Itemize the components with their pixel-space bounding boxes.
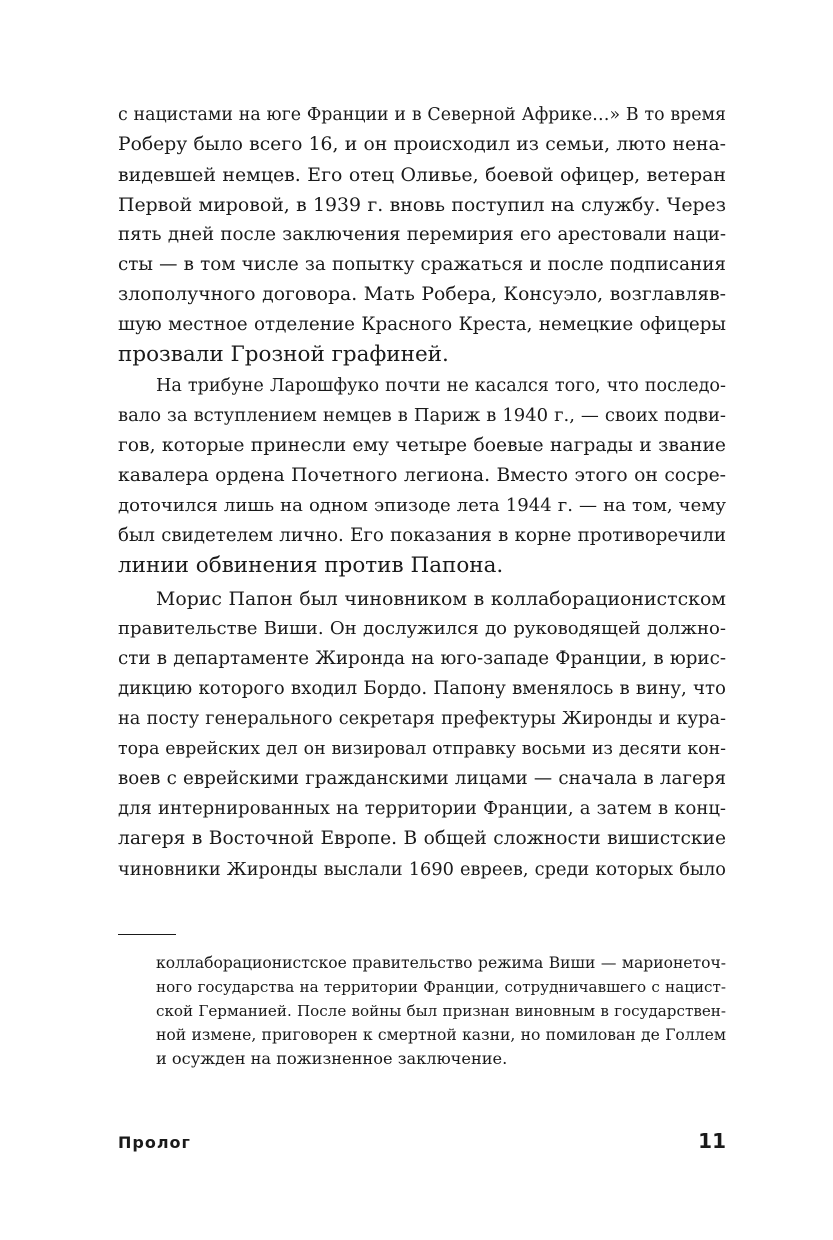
body-line: дикцию которого входил Бордо. Папону вменялось в вину, что xyxy=(118,678,726,699)
footnote-line: ской Германией. После войны был признан виновным в государствен- xyxy=(156,1002,726,1020)
body-line: видевшей немцев. Его отец Оливье, боевой офицер, ветеран xyxy=(118,164,726,186)
body-line: чиновники Жиронды выслали 1690 евреев, среди которых было xyxy=(118,860,726,880)
body-line: для интернированных на территории Франции, а затем в конц- xyxy=(118,798,726,819)
footnote-line: ной измене, приговорен к смертной казни, но помилован де Голлем xyxy=(156,1026,726,1044)
body-line: сти в департаменте Жиронда на юго-западе Франции, в юрис- xyxy=(118,648,726,669)
body-line: шую местное отделение Красного Креста, немецкие офицеры xyxy=(118,314,726,335)
body-line: злополучного договора. Мать Робера, Консуэло, возглавляв- xyxy=(118,284,726,305)
body-line: воев с еврейскими гражданскими лицами — сначала в лагеря xyxy=(118,768,726,789)
body-line: Первой мировой, в 1939 г. вновь поступил на службу. Через xyxy=(118,194,726,216)
footnote-line: ного государства на территории Франции, сотрудничавшего с нацист- xyxy=(156,978,726,996)
footnote-line: коллаборационистское правительство режима Виши — марионеточ- xyxy=(156,954,726,972)
paragraph-first-line: На трибуне Ларошфуко почти не касался того, что последо- xyxy=(156,376,726,396)
body-line: линии обвинения против Папона. xyxy=(118,553,504,578)
body-line: был свидетелем лично. Его показания в корне противоречили xyxy=(118,525,726,546)
page-number: 11 xyxy=(698,1129,726,1153)
footnote-line: и осужден на пожизненное заключение. xyxy=(156,1049,508,1068)
body-line: кавалера ордена Почетного легиона. Вместо этого он сосре- xyxy=(118,465,726,486)
footnote-rule xyxy=(118,934,176,935)
body-line: пять дней после заключения перемирия его арестовали наци- xyxy=(118,224,726,245)
running-footer-section: Пролог xyxy=(118,1133,191,1152)
body-line: Роберу было всего 16, и он происходил из семьи, люто нена- xyxy=(118,134,726,155)
body-line: тора еврейских дел он визировал отправку восьми из десяти кон- xyxy=(118,739,726,759)
body-line: прозвали Грозной графиней. xyxy=(118,342,449,367)
paragraph-first-line: Морис Папон был чиновником в коллаборационистском xyxy=(156,588,726,610)
body-line: доточился лишь на одном эпизоде лета 1944 г. — на том, чему xyxy=(118,495,726,516)
body-line: гов, которые принесли ему четыре боевые награды и звание xyxy=(118,435,726,456)
body-line: вало за вступлением немцев в Париж в 1940 г., — своих подви- xyxy=(118,405,726,426)
body-line: на посту генерального секретаря префектуры Жиронды и кура- xyxy=(118,709,726,729)
body-line: правительстве Виши. Он дослужился до руководящей должно- xyxy=(118,618,726,639)
body-line: сты — в том числе за попытку сражаться и после подписания xyxy=(118,254,726,275)
body-line: с нацистами на юге Франции и в Северной Африке…» В то время xyxy=(118,105,726,125)
body-line: лагеря в Восточной Европе. В общей сложности вишистские xyxy=(118,828,726,849)
